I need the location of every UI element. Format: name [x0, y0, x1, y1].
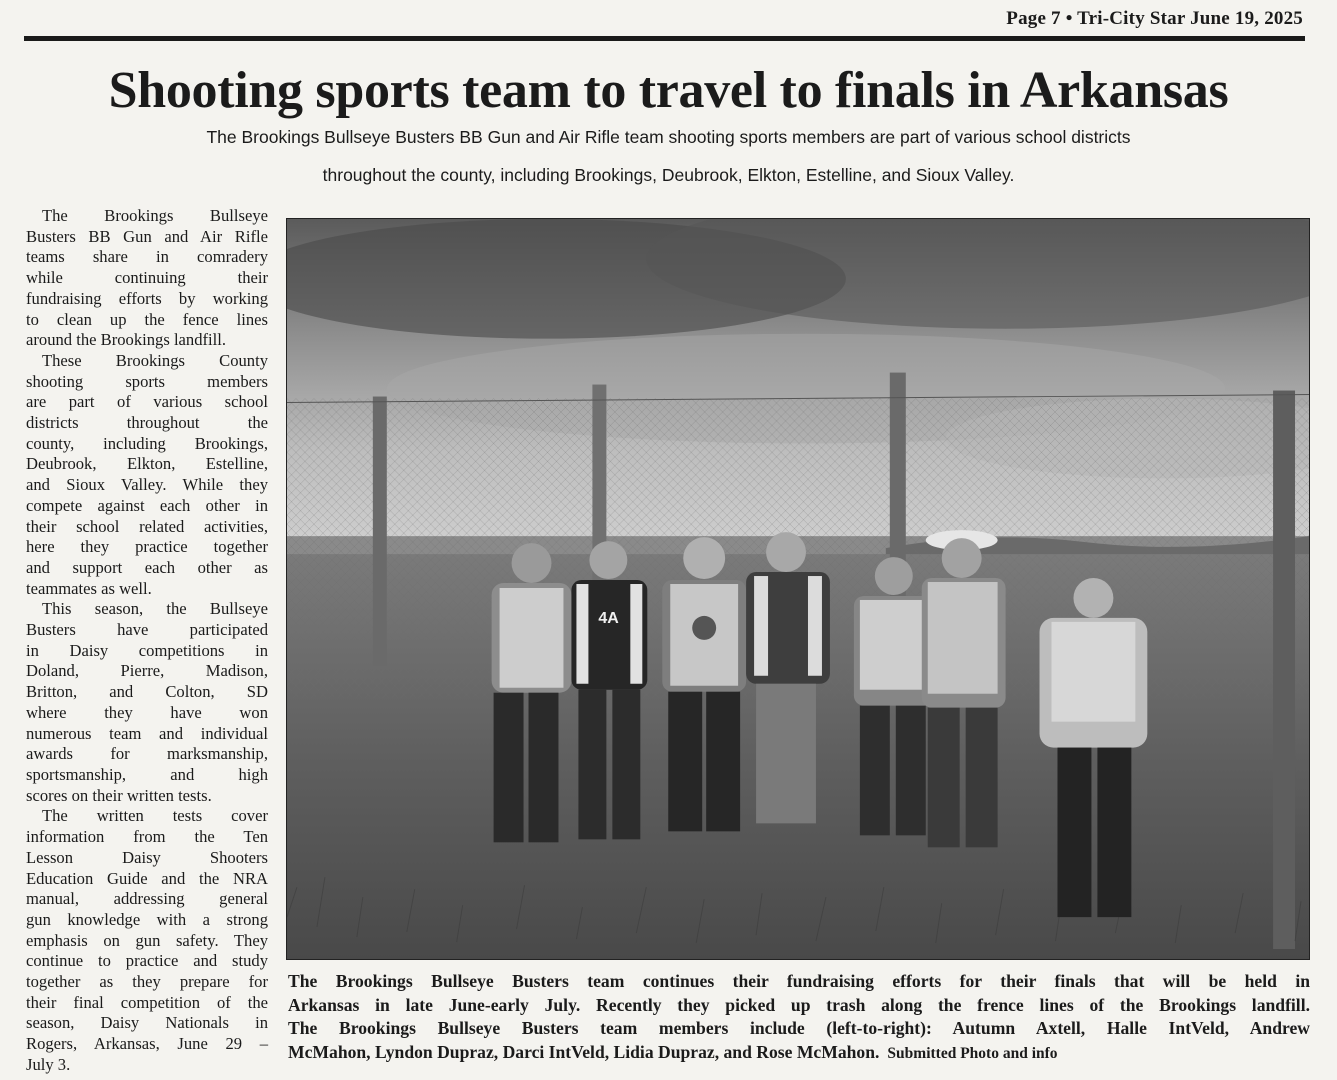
body-line: compete against each other in — [26, 495, 268, 515]
body-line: sportsmanship, and high — [26, 764, 268, 784]
body-line: their school related activities, — [26, 516, 268, 536]
body-line: county, including Brookings, — [26, 433, 268, 453]
body-line: while continuing their — [26, 268, 268, 288]
deck-line-1: The Brookings Bullseye Busters BB Gun and Air Rifle team shooting sports members are part of various school districts — [206, 127, 1131, 147]
body-line: together as they prepare for — [26, 972, 268, 992]
body-line: Britton, and Colton, SD — [26, 682, 268, 702]
body-line: Busters have participated — [26, 620, 268, 640]
caption-line: Arkansas in late June-early July. Recently they picked up trash along the frence lines of the Brookings landfill. — [288, 994, 1310, 1015]
team-photo — [286, 218, 1310, 960]
body-line: Doland, Pierre, Madison, — [26, 661, 268, 681]
body-line: scores on their written tests. — [26, 785, 212, 805]
body-line: here they practice together — [26, 537, 268, 557]
body-line: season, Daisy Nationals in — [26, 1013, 268, 1033]
paragraph-4 — [26, 806, 268, 1075]
team-photo-illustration — [287, 219, 1309, 959]
body-line: The Brookings Bullseye — [42, 206, 268, 225]
body-line: shooting sports members — [26, 371, 268, 391]
body-line: in Daisy competitions in — [26, 640, 268, 660]
body-line: and Sioux Valley. While they — [26, 475, 268, 495]
body-line: Education Guide and the NRA — [26, 868, 268, 888]
paragraph-2 — [26, 351, 268, 599]
body-line: teammates as well. — [26, 578, 152, 598]
shirt-print: 4A — [598, 609, 619, 627]
headline: Shooting sports team to travel to finals in Arkansas — [108, 62, 1229, 119]
body-line: Busters BB Gun and Air Rifle — [26, 226, 268, 246]
body-line: awards for marksmanship, — [26, 744, 268, 764]
deck-line-2: throughout the county, including Brookings, Deubrook, Elkton, Estelline, and Sioux Valley. — [322, 165, 1015, 185]
caption-line: McMahon, Lyndon Dupraz, Darci IntVeld, Lidia Dupraz, and Rose McMahon. — [288, 1041, 880, 1062]
photo-caption — [288, 970, 1310, 1065]
body-line: numerous team and individual — [26, 723, 268, 743]
body-line: their final competition of the — [26, 992, 268, 1012]
fence-post — [373, 397, 387, 666]
caption-line-last — [288, 1041, 1310, 1066]
body-line: manual, addressing general — [26, 889, 268, 909]
fence-post — [1273, 391, 1295, 949]
body-line: teams share in comradery — [26, 247, 268, 267]
body-line: around the Brookings landfill. — [26, 330, 227, 350]
body-line: Lesson Daisy Shooters — [26, 847, 268, 867]
body-line: districts throughout the — [26, 413, 268, 433]
paragraph-3 — [26, 599, 268, 806]
caption-line: The Brookings Bullseye Busters team continues their fundraising efforts for their finals that will be held in — [288, 971, 1310, 991]
body-line: emphasis on gun safety. They — [26, 930, 268, 950]
body-line: information from the Ten — [26, 827, 268, 847]
body-line: gun knowledge with a strong — [26, 909, 268, 929]
header-rule — [24, 36, 1305, 41]
body-line: and support each other as — [26, 557, 268, 577]
body-line: fundraising efforts by working — [26, 288, 268, 308]
body-line: July 3. — [26, 1054, 71, 1074]
body-line: This season, the Bullseye — [42, 599, 268, 619]
caption-line: The Brookings Bullseye Busters team members include (left-to-right): Autumn Axtell, Halle IntVeld, Andrew — [288, 1018, 1310, 1038]
photo-credit: Submitted Photo and info — [887, 1044, 1058, 1062]
body-line: are part of various school — [26, 392, 268, 412]
paragraph-1 — [26, 206, 268, 351]
body-line: continue to practice and study — [26, 951, 268, 971]
body-line: to clean up the fence lines — [26, 309, 268, 329]
body-line: These Brookings County — [42, 350, 268, 370]
body-line: Rogers, Arkansas, June 29 – — [26, 1034, 268, 1054]
body-line: where they have won — [26, 702, 268, 722]
body-line: The written tests cover — [42, 806, 268, 826]
body-line: Deubrook, Elkton, Estelline, — [26, 454, 268, 474]
article-body — [26, 206, 268, 1076]
page-folio: Page 7 • Tri-City Star June 19, 2025 — [1006, 8, 1303, 29]
